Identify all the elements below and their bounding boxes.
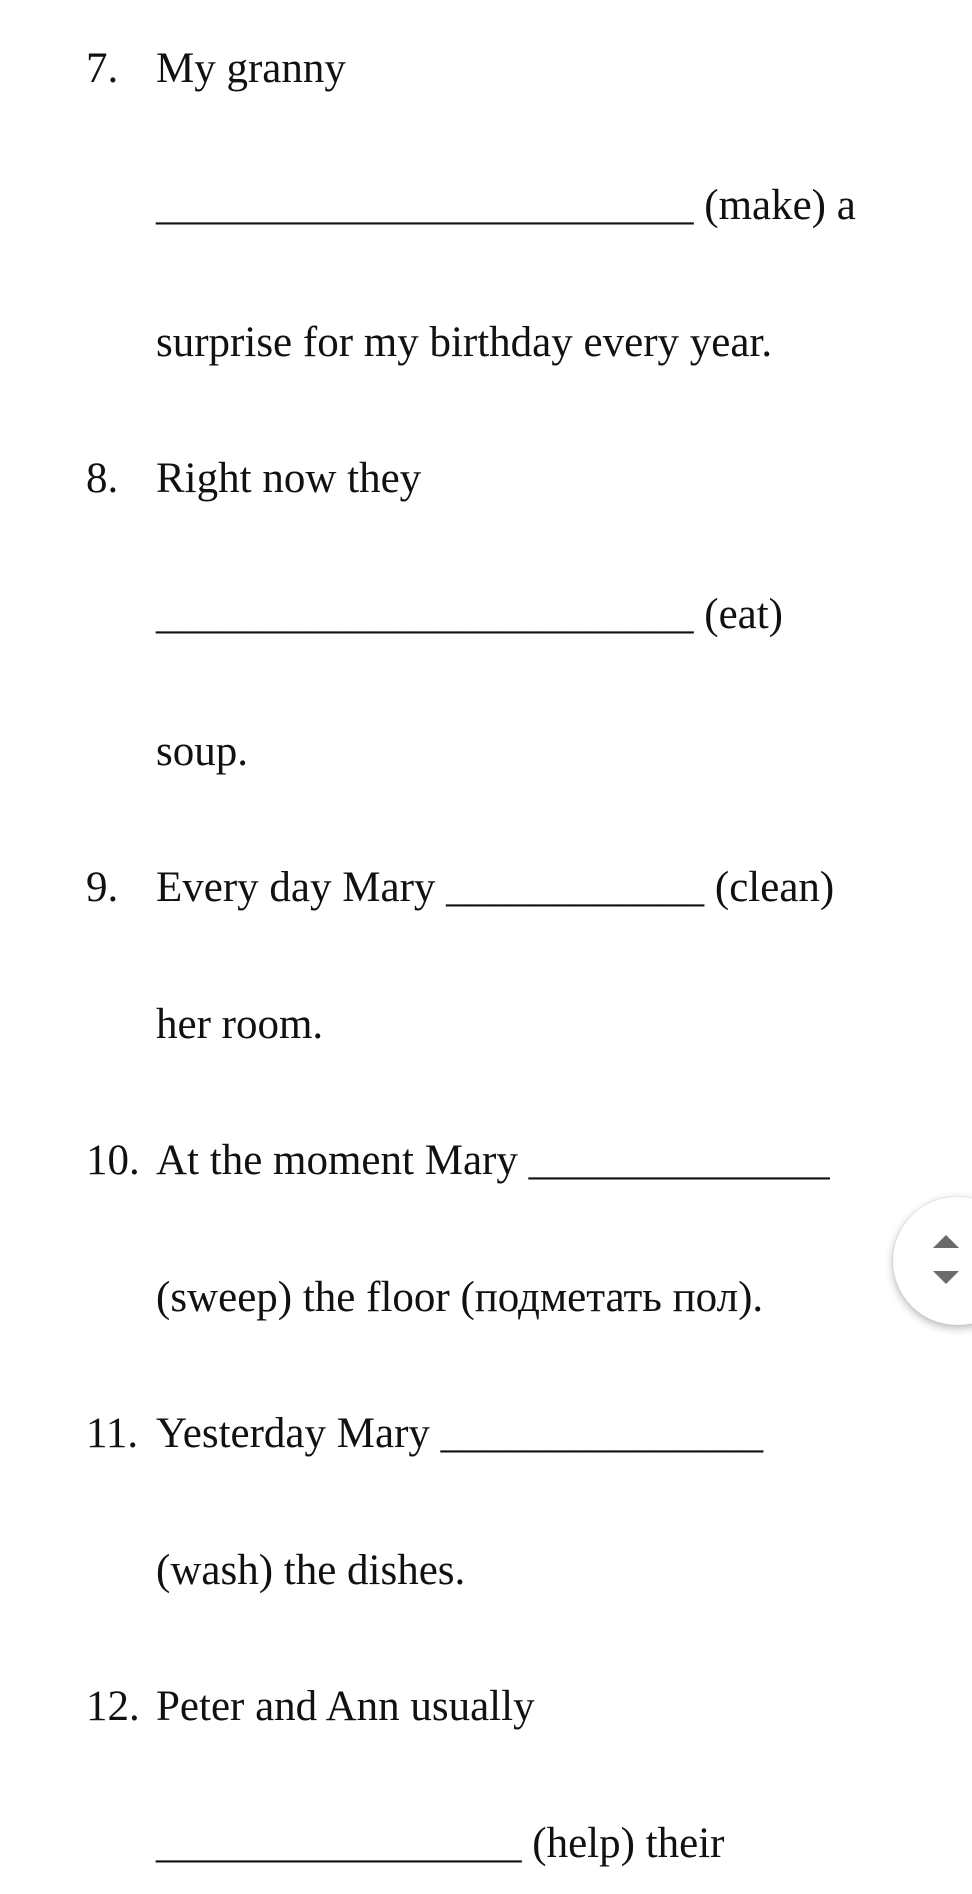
item-text-line: soup. — [156, 728, 248, 775]
item-number: 12. — [86, 1683, 140, 1730]
item-number: 7. — [86, 45, 119, 92]
item-number: 9. — [86, 864, 119, 911]
item-text-line: _________________ (help) their — [156, 1820, 725, 1867]
item-text-line: surprise for my birthday every year. — [156, 319, 773, 366]
item-number: 11. — [86, 1410, 139, 1457]
item-text-line: _________________________ (eat) — [156, 591, 784, 638]
item-text-line: My granny — [156, 45, 346, 92]
item-text-line: Every day Mary ____________ (clean) — [156, 864, 835, 911]
item-text-line: Right now they — [156, 455, 422, 502]
item-text-line: (sweep) the floor (подметать пол). — [156, 1274, 764, 1321]
chevron-down-icon[interactable] — [933, 1271, 959, 1284]
chevron-up-icon[interactable] — [933, 1235, 959, 1248]
item-text-line: _________________________ (make) a — [156, 182, 856, 229]
item-text-line: Yesterday Mary _______________ — [156, 1410, 764, 1457]
item-number: 10. — [86, 1137, 140, 1184]
item-text-line: (wash) the dishes. — [156, 1547, 466, 1594]
item-text-line: Peter and Ann usually — [156, 1683, 535, 1730]
item-number: 8. — [86, 455, 119, 502]
item-text-line: her room. — [156, 1001, 324, 1048]
item-text-line: At the moment Mary ______________ — [156, 1137, 830, 1184]
